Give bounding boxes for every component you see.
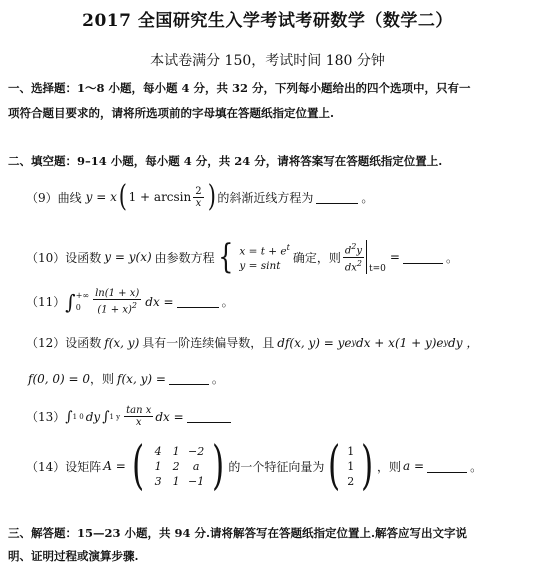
q11-int-upper: +∞	[75, 290, 90, 300]
q12-sup1: y	[351, 338, 357, 347]
q13-dy: dy	[85, 409, 101, 424]
section3-line2: 明、证明过程或演算步骤.	[8, 549, 139, 563]
page-subtitle: 本试卷满分 150，考试时间 180 分钟	[150, 53, 385, 69]
q10-eq: =	[389, 250, 400, 264]
q14-end: 。	[470, 459, 483, 474]
matrix-cell: 1	[154, 459, 162, 473]
q12-sup2: y	[443, 338, 449, 347]
q11-end: 。	[221, 295, 234, 310]
question-12-line1	[26, 334, 478, 351]
matrix-cell: 1	[172, 444, 180, 458]
q10-text2: 确定，则	[292, 250, 341, 265]
vector-cell: 2	[347, 474, 355, 488]
q13-integral2-icon: ∫	[102, 408, 110, 425]
q12-initial: f(0, 0) = 0	[28, 371, 91, 386]
vector-cell: 1	[347, 459, 355, 473]
q11-answer-blank[interactable]	[177, 295, 219, 308]
q12-text-b: 具有一阶连续偏导数，且	[142, 336, 275, 350]
q9-frac-num: 2	[195, 185, 202, 197]
q10-d-den-sup: 2	[356, 258, 362, 268]
question-11	[26, 288, 234, 315]
q13-number: （13）	[26, 410, 66, 424]
integral-icon: ∫	[65, 289, 76, 314]
q9-right-paren: )	[207, 179, 216, 214]
q12-eq3: dy ，	[448, 336, 479, 350]
question-13	[26, 405, 234, 428]
q10-eval-at: t=0	[369, 264, 386, 274]
q13-dx: dx =	[155, 409, 184, 424]
q12-result: f(x, y) =	[117, 371, 166, 386]
q11-num-expr: ln(1 + x)	[95, 288, 140, 299]
q14-matrix-left-paren: (	[131, 436, 145, 496]
q10-eq1: x = t + e	[239, 245, 287, 258]
q14-answer-blank[interactable]	[427, 460, 467, 473]
section1-line2: 项符合题目要求的，请将所选项前的字母填在答题纸指定位置上.	[8, 106, 335, 120]
q12-then: ，则	[90, 372, 115, 386]
q11-den-sup: 2	[131, 301, 137, 310]
q9-text: 的斜渐近线方程为	[217, 190, 314, 205]
q13-integral1-icon: ∫	[65, 408, 73, 425]
q9-frac-den: x	[195, 197, 202, 209]
q9-answer-blank[interactable]	[316, 191, 358, 204]
q14-matrix	[149, 444, 207, 489]
q9-left-paren: (	[118, 179, 127, 214]
q10-answer-blank[interactable]	[403, 251, 443, 264]
q9-fraction	[193, 186, 203, 209]
section3-line1: 三、解答题：15—23 小题，共 94 分.请将解答写在答题纸指定位置上.解答应写出文字说	[8, 526, 468, 540]
q14-vector-right-paren: )	[360, 436, 373, 496]
q11-number: （11）	[26, 295, 66, 310]
q13-int1-limits: 1 0	[72, 412, 84, 421]
q10-end: 。	[445, 250, 458, 265]
q13-fraction	[124, 405, 153, 428]
matrix-cell: 2	[172, 459, 180, 473]
matrix-cell: 4	[154, 444, 162, 458]
page-title: 2017 全国研究生入学考试考研数学（数学二）	[82, 11, 453, 31]
q12-eq2: dx + x(1 + y)e	[356, 335, 444, 350]
matrix-cell: −1	[188, 474, 205, 488]
q10-number: （10）设函数	[26, 250, 102, 265]
q11-int-lower: 0	[75, 302, 81, 312]
q10-brace: {	[217, 237, 234, 277]
q10-eq1-sup: t	[286, 243, 290, 253]
q10-func: y = y(x)	[104, 250, 152, 264]
q14-a-eq: a =	[403, 459, 425, 473]
q9-end: 。	[361, 190, 374, 205]
q14-vector-left-paren: (	[328, 436, 341, 496]
q10-d-den: dx	[344, 261, 357, 273]
q14-number: （14）设矩阵	[26, 459, 102, 474]
q11-fraction	[93, 288, 141, 315]
q14-text2: ，则	[377, 459, 402, 474]
q9-number: （9）曲线	[26, 190, 82, 205]
matrix-cell: 1	[172, 474, 180, 488]
q14-matrix-right-paren: )	[212, 436, 225, 496]
q14-A: A =	[103, 459, 126, 473]
q10-d-num: d	[344, 245, 352, 257]
q11-dx: dx =	[145, 294, 174, 309]
section1-line1: 一、选择题：1～8 小题，每小题 4 分，共 32 分，下列每小题给出的四个选项中，只有一	[8, 81, 471, 95]
q12-text-a: （12）设函数	[26, 336, 102, 350]
vector-cell: 1	[347, 444, 355, 458]
q10-d-num-sup: 2	[351, 242, 357, 252]
q10-derivative	[343, 241, 364, 273]
q14-vector	[345, 444, 357, 489]
q10-eq2: y = sint	[239, 259, 281, 272]
q9-lhs: y = x	[85, 190, 117, 204]
q12-answer-blank[interactable]	[169, 372, 209, 385]
question-12-line2	[28, 370, 224, 387]
matrix-cell: 3	[154, 474, 162, 488]
q9-arcsin: 1 + arcsin	[128, 190, 192, 204]
question-10	[26, 237, 458, 277]
section2-heading: 二、填空题：9–14 小题，每小题 4 分，共 24 分，请将答案写在答题纸指定位置上.	[8, 154, 443, 168]
q10-d-num-var: y	[356, 245, 363, 257]
q12-func: f(x, y)	[104, 335, 140, 350]
q13-answer-blank[interactable]	[187, 410, 231, 423]
matrix-cell: −2	[188, 444, 205, 458]
q11-den-expr: (1 + x)	[97, 304, 132, 316]
q10-system	[239, 241, 290, 273]
q13-int2-limits: 1 y	[109, 412, 121, 421]
q12-end: 。	[211, 372, 224, 386]
matrix-cell: a	[192, 459, 200, 473]
q14-text: 的一个特征向量为	[228, 459, 325, 474]
q13-den-expr: x	[135, 417, 142, 428]
q13-num-expr: tan x	[126, 405, 152, 416]
question-9	[26, 179, 374, 214]
question-14	[26, 436, 483, 496]
q10-text1: 由参数方程	[154, 250, 215, 265]
q12-eq1: df(x, y) = ye	[277, 335, 352, 350]
